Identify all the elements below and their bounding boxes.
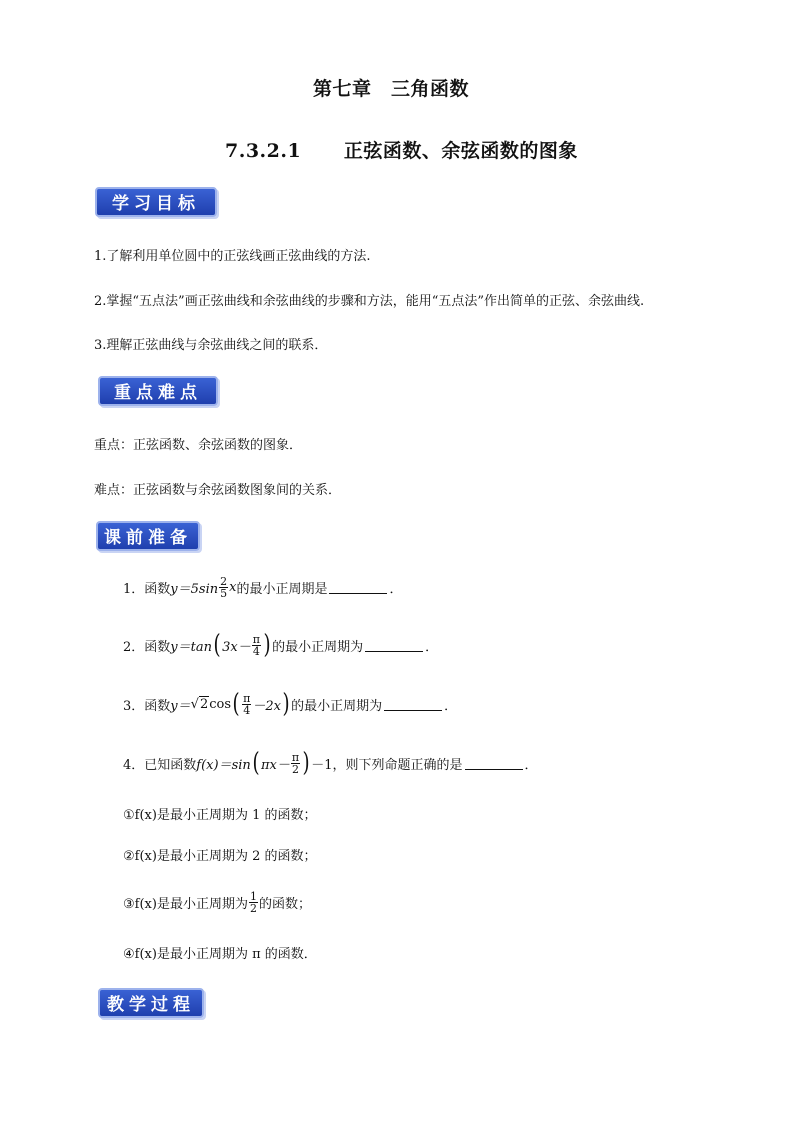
q4-fraction: [291, 752, 300, 775]
q3-end: ．: [444, 698, 458, 714]
q2-frac-den: 4: [252, 644, 260, 658]
q3-paren-left: (: [232, 689, 240, 719]
q3-frac-den: 4: [243, 703, 251, 717]
q4-expr-a: f(x)＝sin: [196, 757, 251, 773]
option-3-frac-num: 1: [249, 889, 257, 903]
difficulty-point: 难点：正弦函数与余弦函数图象间的关系．: [94, 483, 342, 498]
question-1: [123, 569, 402, 605]
q3-prefix: 3．函数: [123, 698, 171, 714]
q1-frac-num: 2: [220, 574, 228, 588]
option-3-prefix: ③f(x)是最小正周期为: [123, 896, 248, 912]
option-4: ④f(x)是最小正周期为 π 的函数．: [123, 947, 317, 962]
q4-paren-right: ): [302, 748, 310, 778]
q3-paren-right: ): [282, 689, 290, 719]
question-2: [123, 627, 438, 663]
q1-prefix: 1．函数: [123, 581, 171, 597]
key-point: 重点：正弦函数、余弦函数的图象．: [94, 438, 303, 453]
q2-end: ．: [425, 639, 439, 655]
objective-1: 1.了解利用单位圆中的正弦线画正弦曲线的方法.: [94, 249, 371, 264]
q3-suffix: 的最小正周期为: [291, 698, 383, 714]
objective-2: 2.掌握“五点法”画正弦曲线和余弦曲线的步骤和方法，能用“五点法”作出简单的正弦、余弦曲线.: [94, 294, 645, 309]
q2-fraction: [252, 634, 261, 657]
q2-prefix: 2．函数: [123, 639, 171, 655]
q1-expr-b: x: [229, 579, 237, 595]
q4-frac-den: 2: [291, 762, 299, 776]
q3-inner-b: －2x: [252, 698, 281, 714]
q2-suffix: 的最小正周期为: [272, 639, 364, 655]
q3-sqrt-body: 2: [199, 697, 209, 712]
q2-frac-num: π: [252, 632, 260, 646]
question-4: [123, 745, 538, 781]
option-1: ①f(x)是最小正周期为 1 的函数；: [123, 808, 317, 823]
q3-frac-num: π: [243, 691, 251, 705]
q4-paren-left: (: [252, 748, 260, 778]
q4-inner-a: πx－: [260, 757, 290, 773]
q2-paren-right: ): [263, 630, 271, 660]
sqrt-icon: √: [190, 696, 199, 712]
q2-paren-left: (: [213, 630, 221, 660]
q3-fraction: [242, 693, 251, 716]
q1-frac-den: 5: [220, 586, 228, 600]
option-3-fraction: [249, 891, 258, 914]
option-3-frac-den: 2: [249, 901, 257, 915]
q3-expr-a: y＝: [170, 698, 191, 714]
q3-answer-blank[interactable]: [384, 698, 442, 711]
q1-suffix: 的最小正周期是: [236, 581, 328, 597]
q2-inner-a: 3x－: [222, 639, 251, 655]
q1-end: ．: [389, 581, 403, 597]
q4-frac-num: π: [291, 750, 300, 764]
option-3-suffix: 的函数；: [258, 896, 311, 912]
q1-fraction: [219, 576, 228, 599]
q4-prefix: 4．已知函数: [123, 757, 197, 773]
q1-expr-a: y＝5sin: [170, 581, 219, 597]
option-3: [123, 884, 311, 920]
question-3: [123, 686, 457, 722]
q2-expr-a: y＝tan: [170, 639, 212, 655]
option-2: ②f(x)是最小正周期为 2 的函数；: [123, 849, 317, 864]
objectives-badge: 学习目标: [95, 187, 217, 217]
q4-expr-b: －1，则下列命题正确的是: [311, 757, 463, 773]
process-badge: 教学过程: [98, 988, 204, 1018]
q3-expr-b: cos: [209, 696, 231, 712]
q2-answer-blank[interactable]: [365, 639, 423, 652]
objective-3: 3.理解正弦曲线与余弦曲线之间的联系．: [94, 338, 328, 353]
q4-answer-blank[interactable]: [465, 757, 523, 770]
key-points-badge: 重点难点: [98, 376, 218, 406]
chapter-title: 第七章 三角函数: [313, 78, 470, 100]
section-title: 7.3.2.1 正弦函数、余弦函数的图象: [225, 140, 578, 162]
preview-badge: 课前准备: [96, 521, 200, 551]
q1-answer-blank[interactable]: [329, 581, 387, 594]
q4-end: ．: [524, 757, 538, 773]
